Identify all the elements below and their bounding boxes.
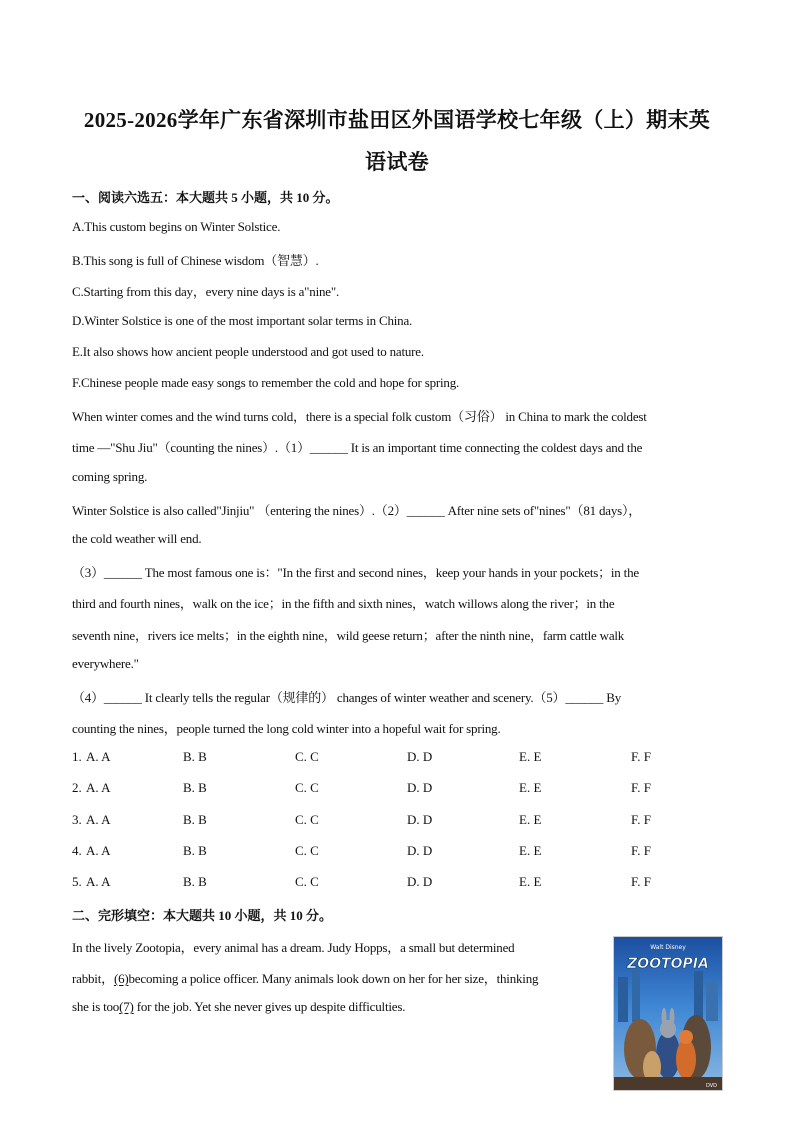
- passage-text: for the job. Yet she never gives up despite difficulties.: [133, 999, 406, 1014]
- choice-a[interactable]: A. A: [86, 812, 111, 827]
- section1-heading: 一、阅读六选五：本大题共 5 小题，共 10 分。: [72, 190, 339, 205]
- passage-line: the cold weather will end.: [72, 531, 202, 546]
- passage-line: seventh nine，rivers ice melts；in the eighth nine，wild geese return；after the ninth nine，farm cattle walk: [72, 628, 625, 643]
- poster-art: [614, 937, 722, 1090]
- choice-a[interactable]: A. A: [86, 749, 111, 764]
- question-number: 5.: [72, 874, 82, 889]
- choice-d[interactable]: D. D: [407, 843, 433, 858]
- question-number: 1.: [72, 749, 82, 764]
- passage-line: [72, 500, 641, 519]
- poster-title: ZOOTOPIA: [627, 956, 709, 972]
- choice-f[interactable]: F. F: [631, 874, 651, 889]
- passage-text: It clearly tells the regular（规律的） changes of winter weather and scenery.（5）: [141, 690, 566, 705]
- choice-c[interactable]: C. C: [295, 780, 319, 795]
- choice-c[interactable]: C. C: [295, 874, 319, 889]
- passage-text: After nine sets of"nines"（81 days），: [444, 503, 642, 518]
- passage-text: time —"Shu Jiu"（counting the nines）.（1）: [72, 440, 310, 455]
- answer-blank-5[interactable]: ______: [565, 690, 604, 705]
- passage-text: It is an important time connecting the coldest days and the: [347, 440, 643, 455]
- passage-text: （3）: [72, 565, 104, 580]
- passage-line: [72, 999, 405, 1015]
- answer-blank-3[interactable]: ______: [103, 565, 142, 580]
- choice-e[interactable]: E. E: [519, 780, 542, 795]
- choice-b[interactable]: B. B: [183, 812, 207, 827]
- passage-line: [72, 687, 621, 706]
- choice-d[interactable]: D. D: [407, 812, 433, 827]
- question-row: [72, 843, 712, 861]
- choice-a[interactable]: A. A: [86, 843, 111, 858]
- passage-text: becoming a police officer. Many animals look down on her for her size，thinking: [128, 971, 539, 986]
- answer-blank-1[interactable]: ______: [309, 440, 348, 455]
- choice-d[interactable]: D. D: [407, 780, 433, 795]
- choice-f[interactable]: F. F: [631, 812, 651, 827]
- choice-a[interactable]: A. A: [86, 780, 111, 795]
- choice-e[interactable]: E. E: [519, 874, 542, 889]
- option-f: F.Chinese people made easy songs to remember the cold and hope for spring.: [72, 375, 460, 390]
- section2-heading: 二、完形填空：本大题共 10 小题，共 10 分。: [72, 908, 333, 923]
- option-e: E.It also shows how ancient people understood and got used to nature.: [72, 344, 424, 359]
- choice-c[interactable]: C. C: [295, 843, 319, 858]
- choice-a[interactable]: A. A: [86, 874, 111, 889]
- passage-text: Winter Solstice is also called"Jinjiu" （entering the nines）.（2）: [72, 503, 407, 518]
- poster-badge: DVD: [705, 1083, 717, 1089]
- passage-line: counting the nines，people turned the long cold winter into a hopeful wait for spring.: [72, 721, 501, 736]
- question-number: 3.: [72, 812, 82, 827]
- choice-f[interactable]: F. F: [631, 749, 651, 764]
- choice-b[interactable]: B. B: [183, 780, 207, 795]
- passage-line: In the lively Zootopia，every animal has a dream. Judy Hopps，a small but determined: [72, 940, 515, 955]
- choice-d[interactable]: D. D: [407, 749, 433, 764]
- passage-line: [72, 437, 642, 456]
- poster-brand: Walt Disney: [650, 944, 686, 951]
- zootopia-poster-image: [613, 936, 723, 1091]
- passage-line: [72, 562, 639, 581]
- question-row: [72, 780, 712, 798]
- question-row: [72, 812, 712, 830]
- choice-f[interactable]: F. F: [631, 780, 651, 795]
- question-row: [72, 874, 712, 892]
- choice-b[interactable]: B. B: [183, 749, 207, 764]
- question-row: [72, 749, 712, 767]
- passage-text: rabbit，: [72, 971, 114, 986]
- question-number: 2.: [72, 780, 82, 795]
- passage-line: everywhere.": [72, 656, 139, 671]
- passage-text: she is too: [72, 999, 120, 1014]
- exam-title-line1: 2025-2026学年广东省深圳市盐田区外国语学校七年级（上）期末英: [83, 108, 711, 132]
- choice-d[interactable]: D. D: [407, 874, 433, 889]
- passage-line: coming spring.: [72, 469, 148, 484]
- option-c: C.Starting from this day，every nine days is a"nine".: [72, 284, 340, 299]
- option-d: D.Winter Solstice is one of the most important solar terms in China.: [72, 313, 413, 328]
- choice-f[interactable]: F. F: [631, 843, 651, 858]
- choice-e[interactable]: E. E: [519, 812, 542, 827]
- answer-blank-4[interactable]: ______: [103, 690, 142, 705]
- passage-line: third and fourth nines，walk on the ice；in the fifth and sixth nines，watch willows along the river；in the: [72, 596, 615, 611]
- option-a: A.This custom begins on Winter Solstice.: [72, 219, 281, 234]
- question-number: 4.: [72, 843, 82, 858]
- answer-blank-6[interactable]: (6): [113, 971, 129, 986]
- passage-line: When winter comes and the wind turns cold，there is a special folk custom（习俗） in China to mark the coldest: [72, 409, 647, 424]
- passage-text: By: [603, 690, 621, 705]
- passage-text: The most famous one is："In the first and second nines，keep your hands in your pockets；in the: [141, 565, 639, 580]
- choice-c[interactable]: C. C: [295, 749, 319, 764]
- answer-blank-7[interactable]: (7): [119, 999, 134, 1014]
- choice-b[interactable]: B. B: [183, 843, 207, 858]
- answer-blank-2[interactable]: ______: [406, 503, 445, 518]
- passage-line: [72, 968, 538, 987]
- choice-c[interactable]: C. C: [295, 812, 319, 827]
- exam-title-line2: 语试卷: [365, 150, 429, 174]
- choice-e[interactable]: E. E: [519, 843, 542, 858]
- passage-text: （4）: [72, 690, 104, 705]
- choice-b[interactable]: B. B: [183, 874, 207, 889]
- choice-e[interactable]: E. E: [519, 749, 542, 764]
- option-b: B.This song is full of Chinese wisdom（智慧）.: [72, 253, 319, 268]
